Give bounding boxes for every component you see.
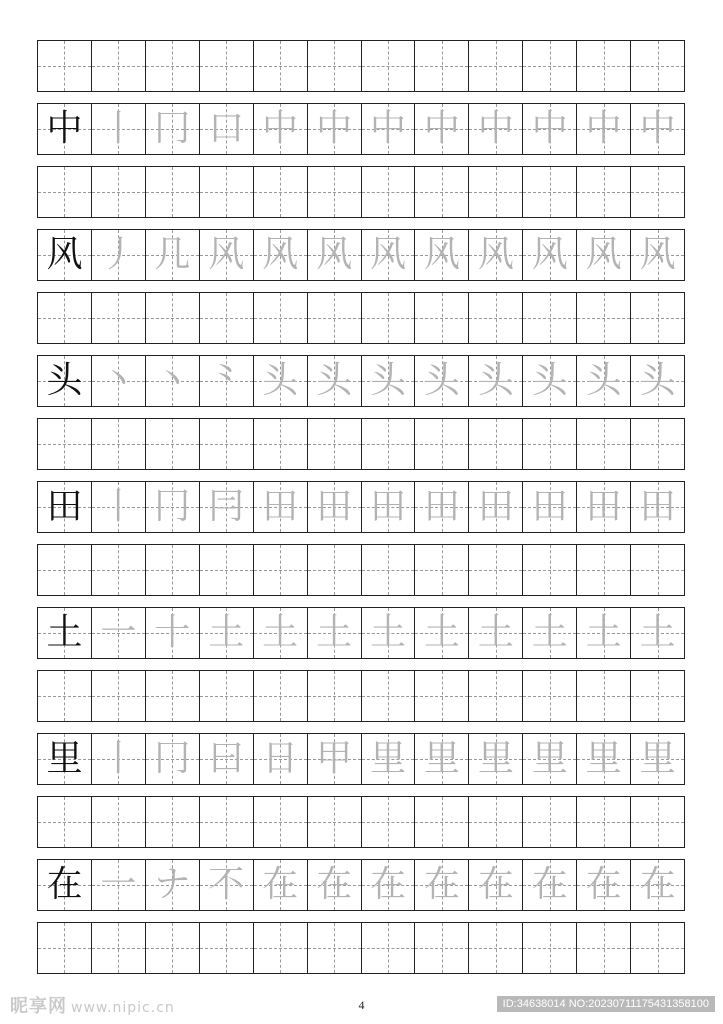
grid-cell[interactable] — [308, 860, 362, 910]
model-character: 在 — [46, 864, 83, 905]
trace-character: 中 — [369, 108, 406, 149]
trace-character: 头 — [477, 360, 514, 401]
grid-cell[interactable] — [631, 104, 684, 154]
trace-character: 不 — [208, 864, 245, 905]
trace-character: 风 — [585, 234, 622, 275]
grid-cell[interactable] — [523, 608, 577, 658]
grid-cell[interactable] — [38, 860, 92, 910]
grid-cell[interactable] — [146, 671, 200, 721]
grid-cell[interactable] — [308, 230, 362, 280]
grid-cell[interactable] — [146, 293, 200, 343]
grid-cell[interactable] — [200, 356, 254, 406]
trace-character: 在 — [369, 864, 406, 905]
grid-cell[interactable] — [92, 104, 146, 154]
grid-cell[interactable] — [254, 545, 308, 595]
trace-character: 头 — [531, 360, 568, 401]
grid-cell[interactable] — [362, 293, 416, 343]
practice-row — [37, 103, 685, 155]
trace-character: 丶 — [154, 360, 191, 401]
practice-row — [37, 481, 685, 533]
grid-cell[interactable] — [254, 671, 308, 721]
grid-cell[interactable] — [415, 923, 469, 973]
trace-character: 十 — [154, 612, 191, 653]
trace-character: 丨 — [100, 108, 137, 149]
grid-cell[interactable] — [362, 923, 416, 973]
grid-cell[interactable] — [254, 230, 308, 280]
grid-cell[interactable] — [146, 167, 200, 217]
grid-cell[interactable] — [254, 41, 308, 91]
grid-cell[interactable] — [415, 104, 469, 154]
grid-cell[interactable] — [200, 482, 254, 532]
trace-character: 在 — [316, 864, 353, 905]
grid-cell[interactable] — [146, 356, 200, 406]
grid-cell[interactable] — [577, 41, 631, 91]
grid-cell[interactable] — [146, 608, 200, 658]
grid-cell[interactable] — [38, 734, 92, 784]
grid-cell[interactable] — [469, 797, 523, 847]
grid-cell[interactable] — [38, 293, 92, 343]
grid-cell[interactable] — [523, 419, 577, 469]
trace-character: 一 — [100, 612, 137, 653]
trace-character: 田 — [477, 486, 514, 527]
grid-cell[interactable] — [38, 608, 92, 658]
trace-character: 风 — [423, 234, 460, 275]
trace-character: 曰 — [208, 738, 245, 779]
grid-cell[interactable] — [38, 545, 92, 595]
trace-character: 丿 — [100, 234, 137, 275]
grid-cell[interactable] — [254, 860, 308, 910]
grid-cell[interactable] — [577, 734, 631, 784]
grid-cell[interactable] — [469, 482, 523, 532]
trace-character: 田 — [639, 486, 676, 527]
grid-cell[interactable] — [200, 671, 254, 721]
grid-cell[interactable] — [92, 545, 146, 595]
grid-cell[interactable] — [469, 230, 523, 280]
grid-cell[interactable] — [577, 545, 631, 595]
grid-cell[interactable] — [523, 167, 577, 217]
grid-cell[interactable] — [308, 608, 362, 658]
grid-cell[interactable] — [631, 167, 684, 217]
grid-cell[interactable] — [308, 545, 362, 595]
grid-cell[interactable] — [523, 293, 577, 343]
grid-cell[interactable] — [38, 797, 92, 847]
trace-character: 风 — [477, 234, 514, 275]
grid-cell[interactable] — [469, 923, 523, 973]
grid-cell[interactable] — [92, 671, 146, 721]
grid-cell[interactable] — [469, 419, 523, 469]
trace-character: 里 — [369, 738, 406, 779]
blank-row — [37, 166, 685, 218]
grid-cell[interactable] — [631, 923, 684, 973]
practice-row — [37, 607, 685, 659]
grid-cell[interactable] — [92, 41, 146, 91]
grid-cell[interactable] — [631, 482, 684, 532]
grid-cell[interactable] — [523, 41, 577, 91]
grid-cell[interactable] — [577, 230, 631, 280]
grid-cell[interactable] — [200, 293, 254, 343]
grid-cell[interactable] — [631, 293, 684, 343]
grid-cell[interactable] — [308, 797, 362, 847]
blank-row — [37, 544, 685, 596]
grid-cell[interactable] — [146, 419, 200, 469]
grid-cell[interactable] — [38, 419, 92, 469]
grid-cell[interactable] — [362, 734, 416, 784]
grid-cell[interactable] — [146, 923, 200, 973]
trace-character: 冃 — [208, 486, 245, 527]
grid-cell[interactable] — [308, 734, 362, 784]
grid-cell[interactable] — [469, 356, 523, 406]
grid-cell[interactable] — [308, 671, 362, 721]
grid-cell[interactable] — [523, 482, 577, 532]
trace-character: 土 — [316, 612, 353, 653]
grid-cell[interactable] — [415, 41, 469, 91]
grid-cell[interactable] — [415, 167, 469, 217]
practice-row — [37, 733, 685, 785]
grid-cell[interactable] — [631, 41, 684, 91]
grid-cell[interactable] — [92, 923, 146, 973]
trace-character: 冂 — [154, 486, 191, 527]
watermark-logo-text: 昵享网 — [10, 996, 67, 1017]
grid-cell[interactable] — [415, 671, 469, 721]
trace-character: 田 — [316, 486, 353, 527]
grid-cell[interactable] — [254, 923, 308, 973]
grid-cell[interactable] — [254, 356, 308, 406]
grid-cell[interactable] — [146, 545, 200, 595]
trace-character: 头 — [316, 360, 353, 401]
grid-cell[interactable] — [523, 671, 577, 721]
grid-cell[interactable] — [92, 230, 146, 280]
trace-character: 土 — [531, 612, 568, 653]
grid-cell[interactable] — [631, 734, 684, 784]
grid-cell[interactable] — [469, 734, 523, 784]
grid-cell[interactable] — [92, 356, 146, 406]
model-character: 土 — [46, 612, 83, 653]
trace-character: ⺀ — [208, 360, 245, 401]
grid-cell[interactable] — [92, 734, 146, 784]
trace-character: 中 — [423, 108, 460, 149]
grid-cell[interactable] — [415, 608, 469, 658]
grid-cell[interactable] — [523, 923, 577, 973]
grid-cell[interactable] — [200, 860, 254, 910]
grid-cell[interactable] — [92, 482, 146, 532]
grid-cell[interactable] — [308, 419, 362, 469]
grid-cell[interactable] — [146, 734, 200, 784]
grid-cell[interactable] — [308, 293, 362, 343]
grid-cell[interactable] — [362, 671, 416, 721]
grid-cell[interactable] — [469, 293, 523, 343]
trace-character: 头 — [423, 360, 460, 401]
grid-cell[interactable] — [415, 860, 469, 910]
grid-cell[interactable] — [200, 167, 254, 217]
blank-row — [37, 670, 685, 722]
grid-cell[interactable] — [469, 104, 523, 154]
grid-cell[interactable] — [631, 356, 684, 406]
grid-cell[interactable] — [362, 608, 416, 658]
trace-character: 土 — [477, 612, 514, 653]
grid-cell[interactable] — [631, 860, 684, 910]
grid-cell[interactable] — [200, 923, 254, 973]
grid-cell[interactable] — [200, 734, 254, 784]
grid-cell[interactable] — [200, 230, 254, 280]
grid-cell[interactable] — [200, 797, 254, 847]
grid-cell[interactable] — [577, 293, 631, 343]
grid-cell[interactable] — [523, 860, 577, 910]
grid-cell[interactable] — [362, 545, 416, 595]
grid-cell[interactable] — [577, 923, 631, 973]
trace-character: 中 — [477, 108, 514, 149]
grid-cell[interactable] — [146, 230, 200, 280]
trace-character: 口 — [208, 108, 245, 149]
watermark-id: ID:34638014 NO:20230711175431358100 — [497, 996, 715, 1012]
grid-cell[interactable] — [415, 356, 469, 406]
trace-character: 丶 — [100, 360, 137, 401]
grid-cell[interactable] — [92, 419, 146, 469]
grid-cell[interactable] — [631, 419, 684, 469]
trace-character: 里 — [531, 738, 568, 779]
trace-character: 头 — [262, 360, 299, 401]
grid-cell[interactable] — [38, 230, 92, 280]
grid-cell[interactable] — [415, 419, 469, 469]
grid-cell[interactable] — [38, 356, 92, 406]
grid-cell[interactable] — [631, 608, 684, 658]
trace-character: 在 — [585, 864, 622, 905]
trace-character: 土 — [369, 612, 406, 653]
blank-row — [37, 922, 685, 974]
grid-cell[interactable] — [577, 671, 631, 721]
blank-row — [37, 292, 685, 344]
grid-cell[interactable] — [254, 797, 308, 847]
grid-cell[interactable] — [200, 104, 254, 154]
grid-cell[interactable] — [308, 167, 362, 217]
trace-character: 土 — [208, 612, 245, 653]
grid-cell[interactable] — [469, 608, 523, 658]
grid-cell[interactable] — [523, 545, 577, 595]
trace-character: 中 — [316, 108, 353, 149]
trace-character: 丨 — [100, 486, 137, 527]
trace-character: 风 — [531, 234, 568, 275]
trace-character: 在 — [423, 864, 460, 905]
grid-cell[interactable] — [523, 356, 577, 406]
grid-cell[interactable] — [200, 41, 254, 91]
grid-cell[interactable] — [254, 293, 308, 343]
trace-character: 里 — [423, 738, 460, 779]
trace-character: 甲 — [316, 738, 353, 779]
trace-character: 头 — [369, 360, 406, 401]
grid-cell[interactable] — [577, 167, 631, 217]
grid-cell[interactable] — [577, 860, 631, 910]
grid-cell[interactable] — [415, 797, 469, 847]
trace-character: 在 — [531, 864, 568, 905]
grid-cell[interactable] — [308, 923, 362, 973]
grid-cell[interactable] — [38, 923, 92, 973]
trace-character: 里 — [477, 738, 514, 779]
trace-character: 土 — [639, 612, 676, 653]
model-character: 田 — [46, 486, 83, 527]
grid-cell[interactable] — [92, 797, 146, 847]
grid-cell[interactable] — [631, 545, 684, 595]
trace-character: 丨 — [100, 738, 137, 779]
watermark-url: www.nipic.cn — [71, 1000, 175, 1016]
grid-cell[interactable] — [577, 797, 631, 847]
trace-character: 中 — [262, 108, 299, 149]
grid-cell[interactable] — [38, 104, 92, 154]
grid-cell[interactable] — [523, 734, 577, 784]
grid-cell[interactable] — [200, 545, 254, 595]
grid-cell[interactable] — [415, 230, 469, 280]
trace-character: ナ — [154, 864, 191, 905]
grid-cell[interactable] — [146, 482, 200, 532]
grid-cell[interactable] — [92, 608, 146, 658]
grid-cell[interactable] — [523, 104, 577, 154]
grid-cell[interactable] — [362, 230, 416, 280]
grid-cell[interactable] — [469, 167, 523, 217]
grid-cell[interactable] — [469, 545, 523, 595]
grid-cell[interactable] — [254, 167, 308, 217]
grid-cell[interactable] — [92, 167, 146, 217]
grid-cell[interactable] — [415, 293, 469, 343]
grid-cell[interactable] — [254, 104, 308, 154]
model-character: 风 — [46, 234, 83, 275]
grid-cell[interactable] — [631, 797, 684, 847]
grid-cell[interactable] — [146, 104, 200, 154]
practice-row — [37, 229, 685, 281]
trace-character: 风 — [639, 234, 676, 275]
grid-cell[interactable] — [469, 671, 523, 721]
model-character: 里 — [46, 738, 83, 779]
trace-character: 在 — [262, 864, 299, 905]
trace-character: 中 — [585, 108, 622, 149]
trace-character: 土 — [423, 612, 460, 653]
grid-cell[interactable] — [577, 482, 631, 532]
grid-cell[interactable] — [362, 797, 416, 847]
grid-cell[interactable] — [362, 356, 416, 406]
blank-row — [37, 418, 685, 470]
grid-cell[interactable] — [362, 419, 416, 469]
grid-cell[interactable] — [577, 356, 631, 406]
grid-cell[interactable] — [362, 860, 416, 910]
grid-cell[interactable] — [200, 608, 254, 658]
trace-character: 在 — [639, 864, 676, 905]
grid-cell[interactable] — [523, 797, 577, 847]
grid-cell[interactable] — [631, 671, 684, 721]
trace-character: 里 — [639, 738, 676, 779]
grid-cell[interactable] — [308, 482, 362, 532]
grid-cell[interactable] — [577, 104, 631, 154]
trace-character: 田 — [531, 486, 568, 527]
practice-row — [37, 355, 685, 407]
trace-character: 中 — [531, 108, 568, 149]
grid-cell[interactable] — [523, 230, 577, 280]
grid-cell[interactable] — [415, 734, 469, 784]
trace-character: 冂 — [154, 738, 191, 779]
practice-row — [37, 859, 685, 911]
trace-character: 田 — [369, 486, 406, 527]
trace-character: 里 — [585, 738, 622, 779]
trace-character: 风 — [369, 234, 406, 275]
grid-cell[interactable] — [469, 41, 523, 91]
grid-cell[interactable] — [415, 545, 469, 595]
trace-character: 头 — [585, 360, 622, 401]
grid-cell[interactable] — [146, 41, 200, 91]
trace-character: 土 — [262, 612, 299, 653]
grid-cell[interactable] — [362, 482, 416, 532]
grid-cell[interactable] — [92, 293, 146, 343]
blank-row — [37, 796, 685, 848]
grid-cell[interactable] — [254, 419, 308, 469]
grid-cell[interactable] — [308, 41, 362, 91]
grid-cell[interactable] — [254, 608, 308, 658]
grid-cell[interactable] — [308, 104, 362, 154]
grid-cell[interactable] — [200, 419, 254, 469]
grid-cell[interactable] — [254, 734, 308, 784]
trace-character: 田 — [262, 486, 299, 527]
grid-cell[interactable] — [38, 671, 92, 721]
trace-character: 田 — [423, 486, 460, 527]
trace-character: 头 — [639, 360, 676, 401]
trace-character: 冂 — [154, 108, 191, 149]
trace-character: 田 — [585, 486, 622, 527]
trace-character: 一 — [100, 864, 137, 905]
trace-character: 在 — [477, 864, 514, 905]
trace-character: 土 — [585, 612, 622, 653]
grid-cell[interactable] — [415, 482, 469, 532]
trace-character: 风 — [208, 234, 245, 275]
grid-cell[interactable] — [92, 860, 146, 910]
grid-cell[interactable] — [308, 356, 362, 406]
page-number: 4 — [358, 998, 365, 1012]
grid-cell[interactable] — [469, 860, 523, 910]
trace-character: 几 — [154, 234, 191, 275]
trace-character: 日 — [262, 738, 299, 779]
grid-cell[interactable] — [577, 419, 631, 469]
grid-cell[interactable] — [38, 167, 92, 217]
blank-row — [37, 40, 685, 92]
grid-cell[interactable] — [146, 860, 200, 910]
grid-cell[interactable] — [577, 608, 631, 658]
grid-cell[interactable] — [254, 482, 308, 532]
trace-character: 风 — [316, 234, 353, 275]
grid-cell[interactable] — [146, 797, 200, 847]
grid-cell[interactable] — [38, 482, 92, 532]
grid-cell[interactable] — [38, 41, 92, 91]
grid-cell[interactable] — [362, 41, 416, 91]
grid-cell[interactable] — [362, 104, 416, 154]
trace-character: 中 — [639, 108, 676, 149]
model-character: 中 — [46, 108, 83, 149]
trace-character: 风 — [262, 234, 299, 275]
model-character: 头 — [46, 360, 83, 401]
grid-cell[interactable] — [631, 230, 684, 280]
grid-cell[interactable] — [362, 167, 416, 217]
